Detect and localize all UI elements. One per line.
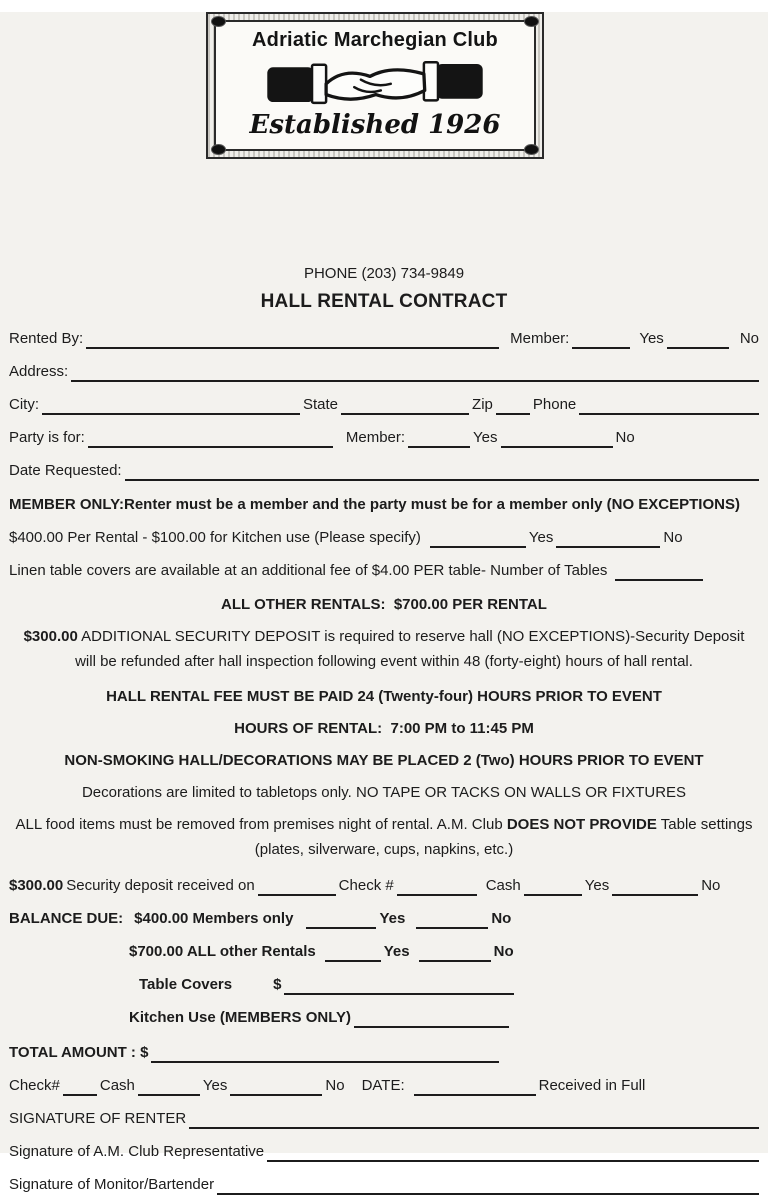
deposit-received-row: [9, 876, 759, 896]
kitchen-use-row: [129, 1008, 759, 1028]
received-in-full-label: Received in Full: [538, 1077, 646, 1094]
signature-renter-blank[interactable]: [189, 1111, 759, 1129]
member-blank[interactable]: [572, 331, 630, 349]
signature-monitor-blank[interactable]: [217, 1177, 759, 1195]
date-requested-row: [9, 461, 759, 481]
rental-fee-no-label: No: [663, 529, 683, 546]
other-rentals-label: $700.00 ALL other Rentals: [129, 943, 316, 960]
signature-representative-row: [9, 1142, 759, 1162]
balance-yes-label: Yes: [379, 910, 406, 927]
security-deposit-amount: $300.00: [23, 628, 78, 645]
non-smoking-notice: NON-SMOKING HALL/DECORATIONS MAY BE PLACED 2 (Two) HOURS PRIOR TO EVENT: [64, 752, 704, 769]
deposit-cash-label: Cash: [485, 877, 521, 894]
deposit-cash-blank[interactable]: [524, 878, 582, 896]
yes-blank[interactable]: [667, 331, 729, 349]
rented-by-blank[interactable]: [86, 331, 499, 349]
rented-by-row: [9, 329, 759, 349]
table-covers-label: Table Covers: [139, 976, 233, 993]
signature-representative-blank[interactable]: [267, 1144, 759, 1162]
date-requested-label: Date Requested:: [9, 462, 122, 479]
state-label: State: [303, 396, 339, 413]
established-text: Established 1926: [249, 110, 501, 140]
total-amount-blank[interactable]: [151, 1045, 499, 1063]
total-amount-label: TOTAL AMOUNT : $: [9, 1044, 149, 1061]
hall-rental-contract-document: [0, 12, 768, 1193]
number-of-tables-blank[interactable]: [615, 563, 703, 581]
yes-label: Yes: [639, 330, 664, 347]
logo-inner-panel: [214, 20, 536, 151]
party-yes-label: Yes: [473, 429, 498, 446]
balance-members-option: $400.00 Members only: [134, 910, 294, 927]
deposit-no-label: No: [701, 877, 721, 894]
state-blank[interactable]: [341, 397, 469, 415]
logo-corner-ornament: [524, 144, 539, 155]
deposit-amount: $300.00: [9, 877, 64, 894]
member-only-text: MEMBER ONLY:Renter must be a member and the party must be for a member only (NO EXCEPTIONS): [9, 496, 740, 513]
member-label: Member:: [510, 330, 570, 347]
total-amount-row: [9, 1043, 759, 1063]
rental-hours-notice: HOURS OF RENTAL: 7:00 PM to 11:45 PM: [234, 720, 534, 737]
party-blank[interactable]: [88, 430, 333, 448]
phone-blank[interactable]: [579, 397, 759, 415]
other-rentals-yes-blank[interactable]: [325, 944, 381, 962]
party-label: Party is for:: [9, 429, 85, 446]
balance-no-label: No: [491, 910, 512, 927]
no-label: No: [739, 330, 759, 347]
club-logo: [206, 12, 544, 159]
city-label: City:: [9, 396, 39, 413]
kitchen-use-blank[interactable]: [354, 1010, 509, 1028]
phone-number: PHONE (203) 734-9849: [303, 265, 465, 282]
signature-renter-row: [9, 1109, 759, 1129]
food-post-text: Table settings (plates, silverware, cups, napkins, etc.): [254, 816, 757, 858]
deposit-yes-blank[interactable]: [612, 878, 698, 896]
food-bold-text: DOES NOT PROVIDE: [506, 816, 657, 833]
rental-fee-yes-blank[interactable]: [556, 530, 660, 548]
security-deposit-notice: [9, 624, 759, 674]
date-requested-blank[interactable]: [125, 463, 759, 481]
page-title: HALL RENTAL CONTRACT: [260, 291, 508, 312]
decorations-notice: Decorations are limited to tabletops only. NO TAPE OR TACKS ON WALLS OR FIXTURES: [81, 784, 687, 801]
linen-row: [9, 561, 759, 581]
final-payment-row: [9, 1076, 759, 1096]
other-rentals-no-label: No: [493, 943, 514, 960]
zip-label: Zip: [472, 396, 493, 413]
balance-no-blank[interactable]: [416, 911, 488, 929]
rented-by-label: Rented By:: [9, 330, 84, 347]
address-blank[interactable]: [71, 364, 759, 382]
zip-blank[interactable]: [496, 397, 530, 415]
balance-yes-blank[interactable]: [306, 911, 376, 929]
date-blank[interactable]: [414, 1078, 536, 1096]
final-no-label: No: [325, 1077, 345, 1094]
handshake-icon: [255, 54, 495, 112]
payment-deadline-notice: HALL RENTAL FEE MUST BE PAID 24 (Twenty-four) HOURS PRIOR TO EVENT: [106, 688, 662, 705]
table-covers-currency: $: [273, 976, 282, 993]
balance-due-label: BALANCE DUE:: [9, 910, 124, 927]
food-removal-notice: [9, 812, 759, 862]
logo-corner-ornament: [211, 16, 226, 27]
party-no-label: No: [615, 429, 635, 446]
rental-fee-yes-label: Yes: [528, 529, 554, 546]
rental-fee-text: $400.00 Per Rental - $100.00 for Kitchen use (Please specify): [9, 529, 421, 546]
rental-fee-specify-blank[interactable]: [430, 530, 526, 548]
final-cash-blank[interactable]: [138, 1078, 200, 1096]
logo-corner-ornament: [211, 144, 226, 155]
signature-monitor-label: Signature of Monitor/Bartender: [9, 1176, 215, 1193]
other-rentals-no-blank[interactable]: [419, 944, 491, 962]
other-rentals-row: [129, 942, 759, 962]
security-deposit-text: ADDITIONAL SECURITY DEPOSIT is required to reserve hall (NO EXCEPTIONS)-Security Deposit will be refunded after hall inspection following event within 48 (forty-eight) hours of hall rental.: [75, 628, 749, 670]
final-check-blank[interactable]: [63, 1078, 97, 1096]
deposit-received-text: Security deposit received on: [66, 877, 255, 894]
final-yes-label: Yes: [202, 1077, 228, 1094]
club-name: Adriatic Marchegian Club: [252, 29, 498, 51]
deposit-check-blank[interactable]: [397, 878, 477, 896]
party-row: [9, 428, 759, 448]
phone-label: Phone: [532, 396, 577, 413]
linen-text: Linen table covers are available at an additional fee of $4.00 PER table- Number of Tables: [9, 562, 608, 579]
all-other-rentals-notice: ALL OTHER RENTALS: $700.00 PER RENTAL: [221, 596, 547, 613]
final-check-label: Check#: [9, 1077, 60, 1094]
deposit-date-blank[interactable]: [258, 878, 336, 896]
address-row: [9, 362, 759, 382]
table-covers-row: [139, 975, 759, 995]
address-label: Address:: [9, 363, 69, 380]
food-pre-text: ALL food items must be removed from premises night of rental. A.M. Club: [15, 816, 503, 833]
balance-due-row: [9, 909, 759, 929]
final-cash-label: Cash: [99, 1077, 135, 1094]
rental-fee-row: [9, 528, 759, 548]
party-member-blank[interactable]: [408, 430, 470, 448]
signature-renter-label: SIGNATURE OF RENTER: [9, 1110, 187, 1127]
table-covers-blank[interactable]: [284, 977, 514, 995]
member-only-notice: [9, 495, 759, 515]
deposit-check-label: Check #: [338, 877, 394, 894]
logo-corner-ornament: [524, 16, 539, 27]
party-member-label: Member:: [345, 429, 406, 446]
signature-representative-label: Signature of A.M. Club Representative: [9, 1143, 265, 1160]
signature-monitor-row: [9, 1175, 759, 1195]
final-yes-blank[interactable]: [230, 1078, 322, 1096]
date-label: DATE:: [361, 1077, 405, 1094]
city-row: [9, 395, 759, 415]
party-yes-blank[interactable]: [501, 430, 613, 448]
kitchen-use-label: Kitchen Use (MEMBERS ONLY): [129, 1009, 351, 1026]
deposit-yes-label: Yes: [584, 877, 610, 894]
city-blank[interactable]: [42, 397, 300, 415]
other-rentals-yes-label: Yes: [383, 943, 410, 960]
